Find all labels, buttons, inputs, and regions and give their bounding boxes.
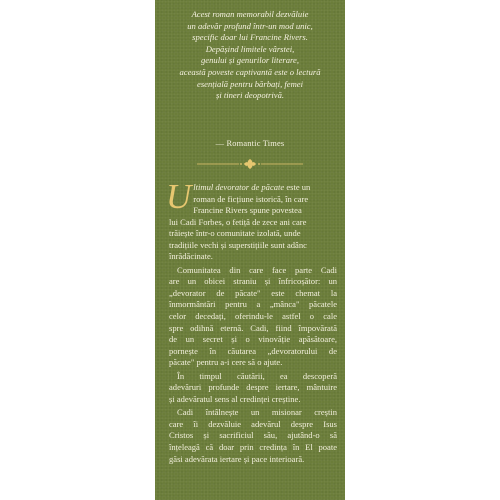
synopsis-paragraph (166, 177, 337, 263)
synopsis-line: care îi dezvăluie adevărul despre Isus (169, 418, 337, 429)
synopsis-line: adevăruri profunde despre iertare, mântuire (169, 382, 337, 393)
book-title: ltimul devorator de păcate (193, 182, 285, 192)
synopsis-line: roman de ficțiune istorică, în care (193, 193, 309, 204)
quote-line: această poveste captivantă este o lectură (179, 66, 321, 77)
quote-line: un adevăr profund într-un mod unic, (187, 20, 313, 31)
synopsis-line: are un obicei straniu și înfricoșător: un (169, 276, 337, 287)
synopsis-line: pornește în căutarea „devoratorului de (169, 345, 337, 356)
synopsis-line: Francine Rivers spune povestea (193, 205, 302, 216)
synopsis-line: lui Cadi Forbes, o fetiță de zece ani care (169, 216, 307, 227)
quote-line: esențială pentru bărbați, femei (197, 78, 303, 89)
quote-line: genului și genurilor literare, (200, 55, 300, 66)
synopsis-line: Comunitatea din care face parte Cadi (177, 264, 337, 275)
synopsis-paragraph (169, 371, 337, 406)
synopsis-line: și adevăratul sens al credinței creștine. (169, 393, 301, 404)
synopsis-line: trăiește într-o comunitate izolată, unde (169, 228, 301, 239)
synopsis-paragraph (169, 265, 337, 369)
synopsis-line: înrădăcinate. (169, 251, 213, 262)
review-quote (161, 9, 339, 102)
synopsis-line: păcate" pentru a-i cere să o ajute. (169, 357, 283, 368)
quote-attribution: — Romantic Times (215, 139, 285, 148)
synopsis (166, 177, 337, 467)
synopsis-line: „devorator de păcate" este chemat la (169, 287, 337, 298)
quote-line: specific doar lui Francine Rivers. (192, 32, 308, 43)
synopsis-line: găsi adevărata iertare și pace interioară. (169, 453, 305, 464)
fleur-ornament-icon (195, 158, 305, 170)
quote-line: Depășind limitele vârstei, (205, 43, 295, 54)
synopsis-line: este un (284, 182, 311, 192)
drop-cap: U (166, 177, 192, 216)
synopsis-line: înțeleagă că doar prin credința în El poate (169, 442, 337, 453)
synopsis-line: Cristos și sacrificiul său, ajutând-o să (169, 430, 337, 441)
synopsis-paragraph (169, 407, 337, 465)
book-back-cover (155, 0, 345, 500)
synopsis-line: spre odihnă eternă. Cadi, fiind împovărată (169, 322, 337, 333)
synopsis-line: de un secret și o vinovăție apăsătoare, (169, 334, 337, 345)
quote-line: Acest roman memorabil dezvăluie (191, 9, 309, 19)
synopsis-line: Cadi întâlnește un misionar creștin (177, 407, 337, 418)
synopsis-line: tradițiile vechi și superstițiile sunt adânc (169, 239, 307, 250)
synopsis-line: înmormântări pentru a „mânca" păcatele (169, 299, 337, 310)
synopsis-line: celor decedați, oferindu-le astfel o cale (169, 311, 337, 322)
quote-line: și tineri deopotrivă. (215, 90, 285, 101)
synopsis-line: În timpul căutării, ea descoperă (177, 370, 337, 381)
